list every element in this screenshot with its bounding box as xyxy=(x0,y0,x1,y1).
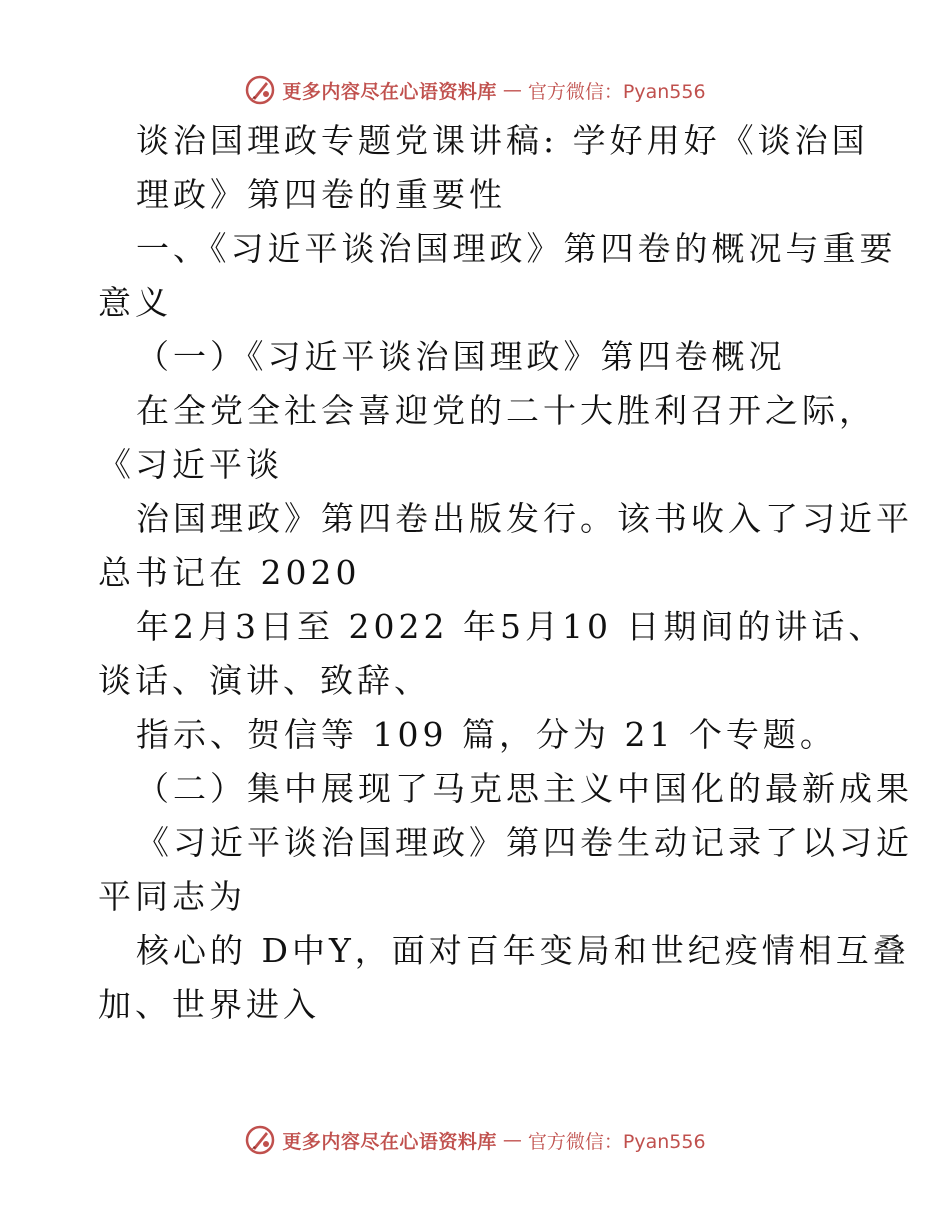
document-line: 意义 xyxy=(98,283,172,322)
document-line: 总书记在 2020 xyxy=(98,553,361,592)
document-line: （二）集中展现了马克思主义中国化的最新成果 xyxy=(136,769,913,808)
watermark-text: 更多内容尽在心语资料库 xyxy=(282,80,497,103)
document-line: 年2月3日至 2022 年5月10 日期间的讲话、 xyxy=(136,607,886,646)
watermark-separator: — xyxy=(502,79,522,101)
document-line: 指示、贺信等 109 篇，分为 21 个专题。 xyxy=(136,715,837,754)
document-line: 谈治国理政专题党课讲稿: 学好用好《谈治国 xyxy=(136,121,869,160)
document-body xyxy=(98,121,913,1040)
document-line: （一）《习近平谈治国理政》第四卷概况 xyxy=(136,337,786,376)
header-watermark-banner xyxy=(0,70,950,110)
document-line: 谈话、演讲、致辞、 xyxy=(98,661,431,700)
watermark-wechat-note: 官方微信：Pyan556 xyxy=(527,1130,706,1153)
watermark-text: 更多内容尽在心语资料库 xyxy=(282,1130,497,1153)
document-line: 在全党全社会喜迎党的二十大胜利召开之际， xyxy=(136,391,876,430)
document-line: 加、世界进入 xyxy=(98,985,320,1024)
watermark-wechat-note: 官方微信：Pyan556 xyxy=(527,80,706,103)
document-line: 《习近平谈治国理政》第四卷生动记录了以习近 xyxy=(136,823,913,862)
red-quill-seal-icon xyxy=(244,1124,276,1156)
document-line: 《习近平谈 xyxy=(98,445,283,484)
red-quill-seal-icon xyxy=(244,74,276,106)
watermark-separator: — xyxy=(502,1129,522,1151)
document-line: 核心的 D中Y，面对百年变局和世纪疫情相互叠 xyxy=(136,931,910,970)
document-line: 平同志为 xyxy=(98,877,246,916)
document-line: 一、《习近平谈治国理政》第四卷的概况与重要 xyxy=(136,229,897,268)
document-line: 治国理政》第四卷出版发行。该书收入了习近平 xyxy=(136,499,913,538)
document-line: 理政》第四卷的重要性 xyxy=(136,175,506,214)
footer-watermark-banner xyxy=(0,1120,950,1160)
